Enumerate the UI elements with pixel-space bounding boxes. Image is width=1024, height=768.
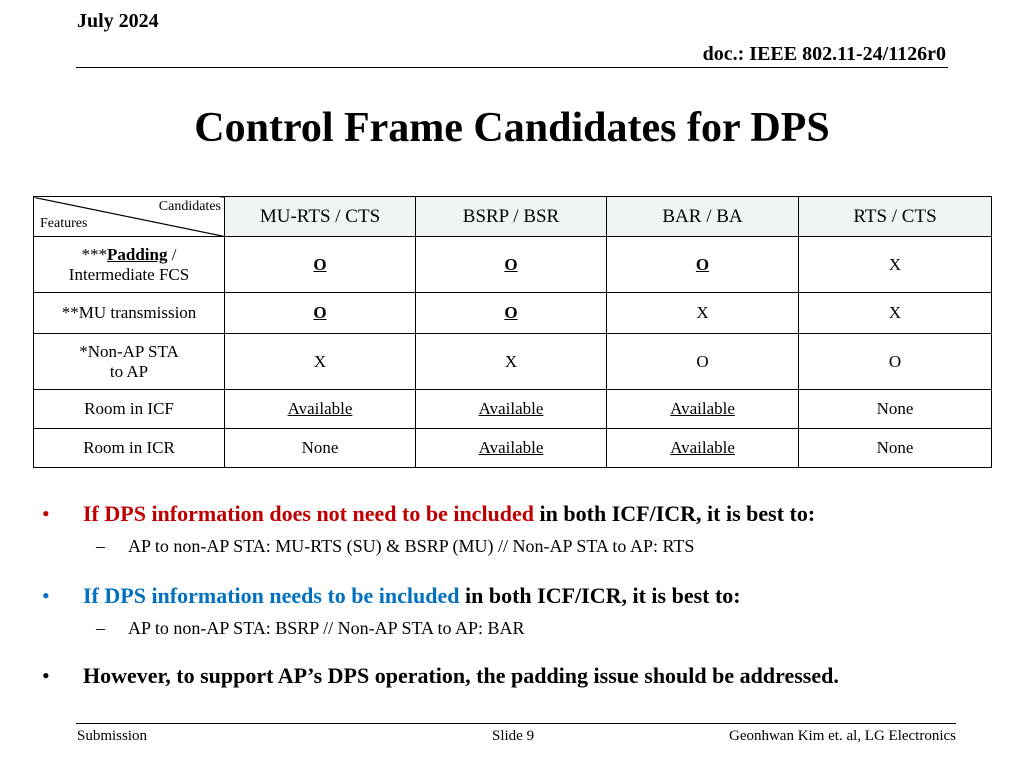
- bullet-marker: •: [42, 501, 50, 526]
- table-row: [34, 429, 992, 468]
- table-cell: None: [799, 429, 992, 468]
- header-doc-id: doc.: IEEE 802.11-24/1126r0: [702, 43, 946, 65]
- feature-suffix: /: [167, 244, 177, 264]
- table-cell: Available: [416, 429, 607, 468]
- feature-line1: *Non-AP STA: [79, 341, 179, 361]
- bullet-list: [40, 496, 1000, 694]
- row-feature-padding: [34, 237, 225, 293]
- table-cell: X: [799, 237, 992, 293]
- table-cell: X: [607, 293, 799, 334]
- feature-prefix: ***: [81, 244, 108, 264]
- row-feature-non-ap-sta: [34, 334, 225, 390]
- table-cell: Available: [416, 390, 607, 429]
- table-cell: O: [607, 334, 799, 390]
- table-cell: Available: [607, 429, 799, 468]
- footer-author: Geonhwan Kim et. al, LG Electronics: [728, 728, 956, 744]
- table-corner-cell: [34, 197, 225, 237]
- bullet-marker: •: [42, 663, 50, 688]
- row-feature-mu-transmission: **MU transmission: [34, 293, 225, 334]
- feature-line2: Intermediate FCS: [68, 264, 190, 284]
- row-feature-room-icr: Room in ICR: [34, 429, 225, 468]
- corner-candidates-label: Candidates: [158, 199, 221, 214]
- dash-marker: –: [96, 536, 105, 556]
- bullet-text: in both ICF/ICR, it is best to:: [459, 583, 741, 608]
- corner-features-label: Features: [40, 216, 88, 231]
- bullet-highlight-text: If DPS information needs to be included: [83, 583, 460, 608]
- feature-line2: to AP: [109, 361, 149, 381]
- bullet-text: in both ICF/ICR, it is best to:: [534, 501, 816, 526]
- sub-bullet-item: [40, 614, 1000, 644]
- table-row: [34, 293, 992, 334]
- row-feature-room-icf: Room in ICF: [34, 390, 225, 429]
- bullet-highlight-text: If DPS information does not need to be included: [83, 501, 535, 526]
- table-cell: O: [225, 293, 416, 334]
- footer-slide-number: Slide 9: [492, 728, 535, 744]
- table-row: [34, 334, 992, 390]
- table-cell: Available: [225, 390, 416, 429]
- table-cell: O: [416, 293, 607, 334]
- table-row: [34, 390, 992, 429]
- sub-bullet-item: [40, 532, 1000, 562]
- table-cell: O: [799, 334, 992, 390]
- table-cell: None: [225, 429, 416, 468]
- table-cell: O: [607, 237, 799, 293]
- table-cell: X: [416, 334, 607, 390]
- slide-title: Control Frame Candidates for DPS: [194, 105, 830, 151]
- column-header: RTS / CTS: [799, 197, 992, 237]
- header-date: July 2024: [77, 10, 159, 32]
- sub-bullet-text: AP to non-AP STA: BSRP // Non-AP STA to AP: BAR: [128, 618, 525, 638]
- bullet-text: However, to support AP’s DPS operation, the padding issue should be addressed.: [83, 663, 839, 688]
- table-cell: X: [225, 334, 416, 390]
- column-header: MU-RTS / CTS: [225, 197, 416, 237]
- footer-submission: Submission: [77, 728, 148, 744]
- table-row: [34, 237, 992, 293]
- table-cell: O: [416, 237, 607, 293]
- bullet-marker: •: [42, 583, 50, 608]
- footer-divider: [76, 723, 956, 724]
- table-cell: X: [799, 293, 992, 334]
- bullet-item: [40, 658, 1000, 694]
- header-divider: [76, 67, 948, 68]
- comparison-table: [33, 196, 992, 468]
- bullet-item: [40, 496, 1000, 532]
- table-cell: Available: [607, 390, 799, 429]
- sub-bullet-text: AP to non-AP STA: MU-RTS (SU) & BSRP (MU) // Non-AP STA to AP: RTS: [128, 536, 695, 556]
- column-header: BAR / BA: [607, 197, 799, 237]
- table-header-row: [34, 197, 992, 237]
- column-header: BSRP / BSR: [416, 197, 607, 237]
- feature-bold-label: Padding: [107, 244, 168, 264]
- bullet-item: [40, 578, 1000, 614]
- table-cell: None: [799, 390, 992, 429]
- table-cell: O: [225, 237, 416, 293]
- dash-marker: –: [96, 618, 105, 638]
